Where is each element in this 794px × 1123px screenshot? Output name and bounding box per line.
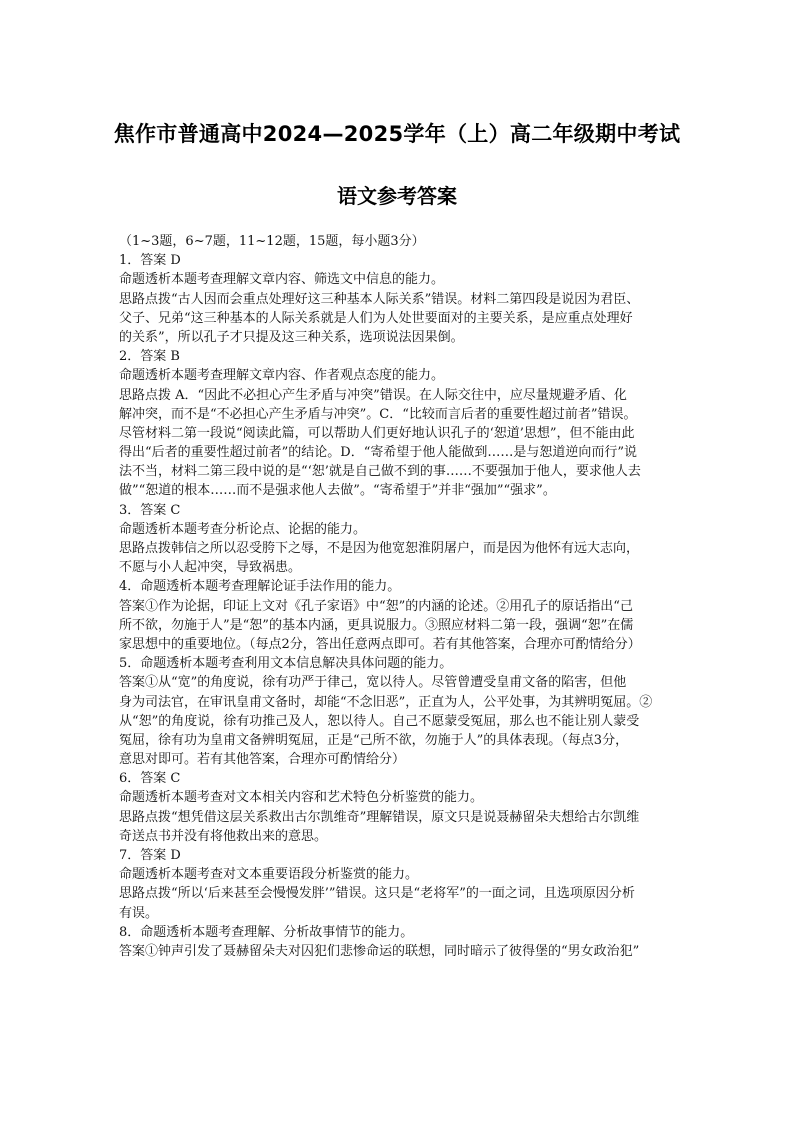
body-line: 4．命题透析本题考查理解论证手法作用的能力。 — [119, 579, 401, 595]
answer-body — [119, 232, 683, 1019]
body-line: 父子、兄弟“这三种基本的人际关系就是人们为人处世要面对的主要关系，是应重点处理好 — [119, 310, 633, 326]
body-line: 命题透析本题考查分析论点、论据的能力。 — [119, 521, 367, 537]
body-line: 命题透析本题考查理解文章内容、作者观点态度的能力。 — [119, 368, 445, 384]
body-line: 不愿与小人起冲突，导致祸患。 — [119, 560, 302, 576]
body-line: 答案①钟声引发了聂赫留朵夫对囚犯们悲惨命运的联想，同时暗示了彼得堡的“男女政治犯” — [119, 943, 640, 959]
body-line: 3．答案 C — [119, 502, 181, 518]
body-line: 5．命题透析本题考查利用文本信息解决具体问题的能力。 — [119, 656, 453, 672]
body-line: 思路点拨“所以‘后来甚至会慢慢发胖’”错误。这只是“老将军”的一面之词，且选项原因分析 — [119, 886, 635, 902]
body-line: 所不欲，勿施于人”是“恕”的基本内涵，更具说服力。③照应材料二第一段，强调“恕”在儒 — [119, 617, 634, 633]
body-line: 奇送点书并没有将他救出来的意思。 — [119, 828, 328, 844]
body-line: 答案①从“宽”的角度说，徐有功严于律己，宽以待人。尽管曾遭受皇甫文备的陷害，但他 — [119, 675, 627, 691]
body-line: 冤屈，徐有功为皇甫文备辨明冤屈，正是“己所不欲，勿施于人”的具体表现。（每点3分， — [119, 732, 629, 748]
body-line: 1．答案 D — [119, 253, 181, 269]
body-line: 2．答案 B — [119, 349, 180, 365]
body-line: 命题透析本题考查对文本重要语段分析鉴赏的能力。 — [119, 867, 419, 883]
body-line: 答案①作为论据，印证上文对《孔子家语》中“恕”的内涵的论述。②用孔子的原话指出“己 — [119, 598, 633, 614]
body-line: 解冲突，而不是“不必担心产生矛盾与冲突”。C．“比较而言后者的重要性超过前者”错误。 — [119, 406, 637, 422]
document-title: 焦作市普通高中2024—2025学年（上）高二年级期中考试 — [113, 122, 681, 146]
body-line: 思路点拨韩信之所以忍受胯下之辱，不是因为他宽恕淮阴屠户，而是因为他怀有远大志向， — [119, 541, 640, 556]
body-line: 尽管材料二第一段说“阅读此篇，可以帮助人们更好地认识孔子的‘恕道’思想”，但不能由此 — [119, 425, 635, 441]
body-line: 思路点拨“想凭借这层关系救出古尔凯维奇”理解错误，原文只是说聂赫留朵夫想给古尔凯维 — [119, 809, 640, 825]
body-line: 从“恕”的角度说，徐有功推己及人，恕以待人。自己不愿蒙受冤屈，那么也不能让别人蒙受 — [119, 713, 640, 729]
body-line: 6．答案 C — [119, 771, 181, 787]
body-line: 做”“恕道的根本……而不是强求他人去做”。“寄希望于”并非“强加”“强求”。 — [119, 483, 556, 499]
body-line: 意思对即可。若有其他答案，合理亦可酌情给分） — [119, 752, 406, 768]
document-subtitle: 语文参考答案 — [337, 184, 457, 208]
body-line — [119, 980, 683, 999]
body-line: 7．答案 D — [119, 848, 181, 863]
body-line: 的关系”，所以孔子才只提及这三种关系，选项说法因果倒。 — [119, 329, 464, 345]
body-line: 身为司法官，在审讯皇甫文备时，却能“不念旧恶”，正直为人，公平处事，为其辨明冤屈。② — [119, 694, 653, 710]
body-line: 思路点拨“古人因而会重点处理好这三种基本人际关系”错误。材料二第四段是说因为君臣、 — [119, 291, 640, 307]
body-line: （1~3题，6~7题，11~12题，15题，每小题3分） — [119, 234, 425, 249]
body-line: 思路点拨 A．“因此不必担心产生矛盾与冲突”错误。在人际交往中，应尽量规避矛盾、化 — [119, 387, 627, 403]
body-line: 法不当，材料二第三段中说的是“‘恕’就是自己做不到的事……不要强加于他人，要求他人去 — [119, 464, 641, 480]
body-line — [119, 1000, 683, 1019]
body-line: 家思想中的重要地位。（每点2分，答出任意两点即可。若有其他答案，合理亦可酌情给分） — [119, 636, 641, 652]
body-line: 命题透析本题考查理解文章内容、筛选文中信息的能力。 — [119, 272, 445, 288]
body-line: 8．命题透析本题考查理解、分析故事情节的能力。 — [119, 924, 414, 940]
body-line: 得出“后者的重要性超过前者”的结论。D．“寄希望于他人能做到……是与恕道逆向而行”说 — [119, 445, 638, 461]
body-line — [119, 961, 683, 980]
body-line: 命题透析本题考查对文本相关内容和艺术特色分析鉴赏的能力。 — [119, 790, 484, 806]
body-line: 有误。 — [119, 905, 159, 921]
